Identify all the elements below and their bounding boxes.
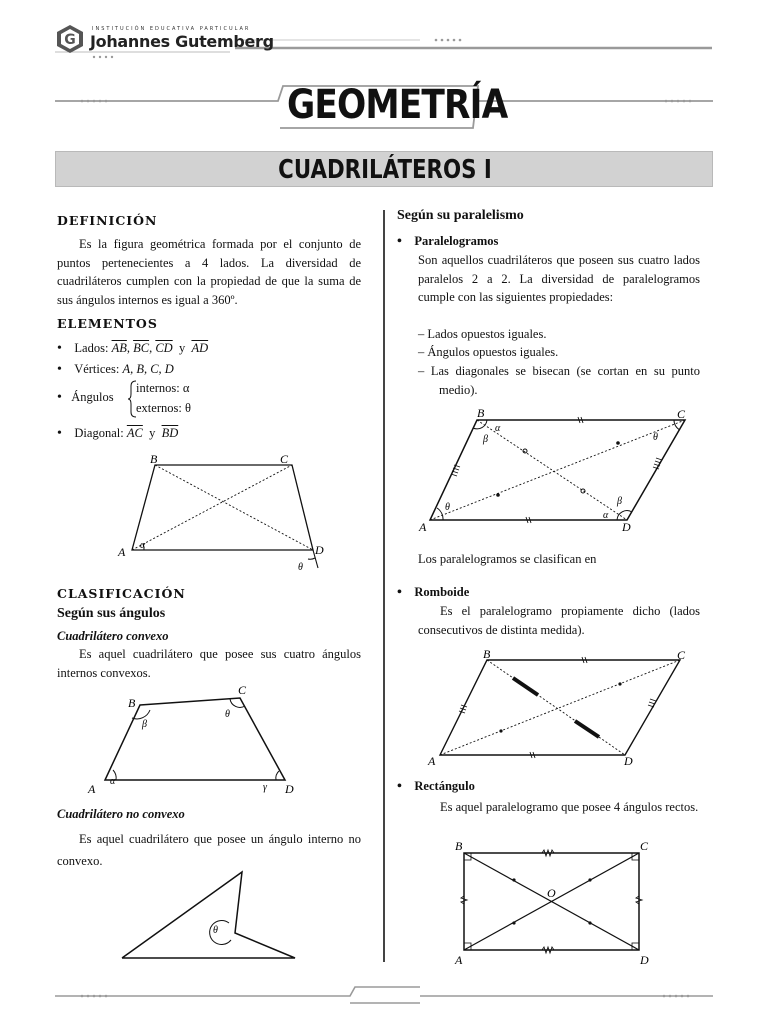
chapter-title: CUADRILÁTEROS I xyxy=(278,155,492,185)
figure-nonconvex-quadrilateral xyxy=(110,865,310,965)
column-divider xyxy=(383,210,385,962)
fig1-alpha: α xyxy=(140,540,146,551)
romboide-text: Es el paralelogramo propiamente dicho (lados consecutivos de distinta medida). xyxy=(418,604,700,637)
rectangulo-heading: • Rectángulo xyxy=(397,779,475,794)
angulos-externos: externos: θ xyxy=(136,401,191,415)
institution-name: Johannes Gutemberg xyxy=(90,32,274,51)
fig6-label-a: A xyxy=(455,953,463,967)
fig1-label-d: D xyxy=(315,543,324,557)
angulos-item: • Ángulos xyxy=(57,390,114,405)
fig4-label-c: C xyxy=(677,407,686,421)
paralelogramos-heading: • Paralelogramos xyxy=(397,234,499,249)
definicion-text: Es la figura geométrica formada por el conjunto de puntos pertenecientes a 4 lados. La diversidad de cuadriláteros cumplen con la propiedad de que la suma de sus ángulos internos es igual a 360º. xyxy=(57,237,361,307)
fig4-label-d: D xyxy=(622,520,631,534)
prop-angulos: – Ángulos opuestos iguales. xyxy=(418,345,559,359)
figure-rectangulo xyxy=(450,838,665,968)
paralelogramos-text: Son aquellos cuadriláteros que poseen sus cuatro lados paralelos 2 a 2. La diversidad de paralelogramos cumple con las siguientes propiedades: xyxy=(418,253,700,304)
definicion-heading: DEFINICIÓN xyxy=(57,213,158,228)
fig5-label-d: D xyxy=(624,754,633,768)
footer-decor xyxy=(0,975,768,1015)
convexo-heading: Cuadrilátero convexo xyxy=(57,629,169,643)
fig1-label-c: C xyxy=(280,452,289,466)
svg-text:G: G xyxy=(64,32,76,48)
vertices-item: • Vértices: A, B, C, D xyxy=(57,362,174,377)
chapter-banner xyxy=(55,151,713,187)
fig5-label-b: B xyxy=(483,647,491,661)
fig6-label-o: O xyxy=(547,886,556,900)
lados-item: • Lados: $\overline{AB}$, $\overline{BC}$, $\overline{CD}$ y $\overline{AD}$ xyxy=(57,341,209,356)
fig2-beta: β xyxy=(142,719,147,730)
convexo-text: Es aquel cuadrilátero que posee sus cuatro ángulos internos convexos. xyxy=(57,647,361,680)
fig1-label-b: B xyxy=(150,452,158,466)
no-convexo-text: Es aquel cuadrilátero que posee un ángulo interno no convexo. xyxy=(57,832,361,868)
school-logo-icon xyxy=(55,24,85,54)
subject-title: GEOMETRÍA xyxy=(287,82,508,128)
figure-convex-quadrilateral xyxy=(80,680,310,800)
institution-type: INSTITUCIÓN EDUCATIVA PARTICULAR xyxy=(92,26,251,32)
figure-quadrilateral-elements xyxy=(110,450,330,575)
fig6-label-b: B xyxy=(455,839,463,853)
fig4-beta-b: β xyxy=(483,434,488,445)
segun-angulos-heading: Según sus ángulos xyxy=(57,606,166,621)
fig2-label-a: A xyxy=(88,782,96,796)
fig5-label-a: A xyxy=(428,754,436,768)
fig2-theta: θ xyxy=(225,709,230,720)
angulos-internos: internos: α xyxy=(136,381,190,395)
fig4-alpha-d: α xyxy=(603,510,609,521)
fig5-label-c: C xyxy=(677,648,686,662)
fig3-theta: θ xyxy=(213,925,218,936)
fig4-theta-a: θ xyxy=(445,502,450,513)
fig4-label-b: B xyxy=(477,406,485,420)
romboide-heading: • Romboide xyxy=(397,585,470,600)
fig6-label-c: C xyxy=(640,839,649,853)
prop-diagonales: – Las diagonales se bisecan (se cortan en su punto medio). xyxy=(418,364,700,397)
figure-parallelogram-properties xyxy=(415,402,705,537)
fig1-label-a: A xyxy=(118,545,126,559)
no-convexo-heading: Cuadrilátero no convexo xyxy=(57,807,185,821)
fig2-label-d: D xyxy=(285,782,294,796)
clasificacion-heading: CLASIFICACIÓN xyxy=(57,586,186,601)
fig2-label-c: C xyxy=(238,683,247,697)
rectangulo-text: Es aquel paralelogramo que posee 4 ángulos rectos. xyxy=(440,800,699,814)
segun-paralelismo-heading: Según su paralelismo xyxy=(397,208,524,223)
fig4-label-a: A xyxy=(419,520,427,534)
elementos-heading: ELEMENTOS xyxy=(57,316,158,331)
fig4-alpha-b: α xyxy=(495,423,501,434)
diagonal-item: • Diagonal: $\overline{AC}$ y $\overline{BD}$ xyxy=(57,426,179,441)
fig6-label-d: D xyxy=(640,953,649,967)
clasifican-text: Los paralelogramos se clasifican en xyxy=(418,552,597,566)
fig1-theta: θ xyxy=(298,562,303,573)
fig4-theta-c: θ xyxy=(653,432,658,443)
fig2-alpha: α xyxy=(110,776,116,787)
fig2-gamma: γ xyxy=(263,782,267,793)
figure-romboide xyxy=(425,645,700,770)
fig4-beta-d: β xyxy=(617,496,622,507)
prop-lados: – Lados opuestos iguales. xyxy=(418,327,547,341)
fig2-label-b: B xyxy=(128,696,136,710)
